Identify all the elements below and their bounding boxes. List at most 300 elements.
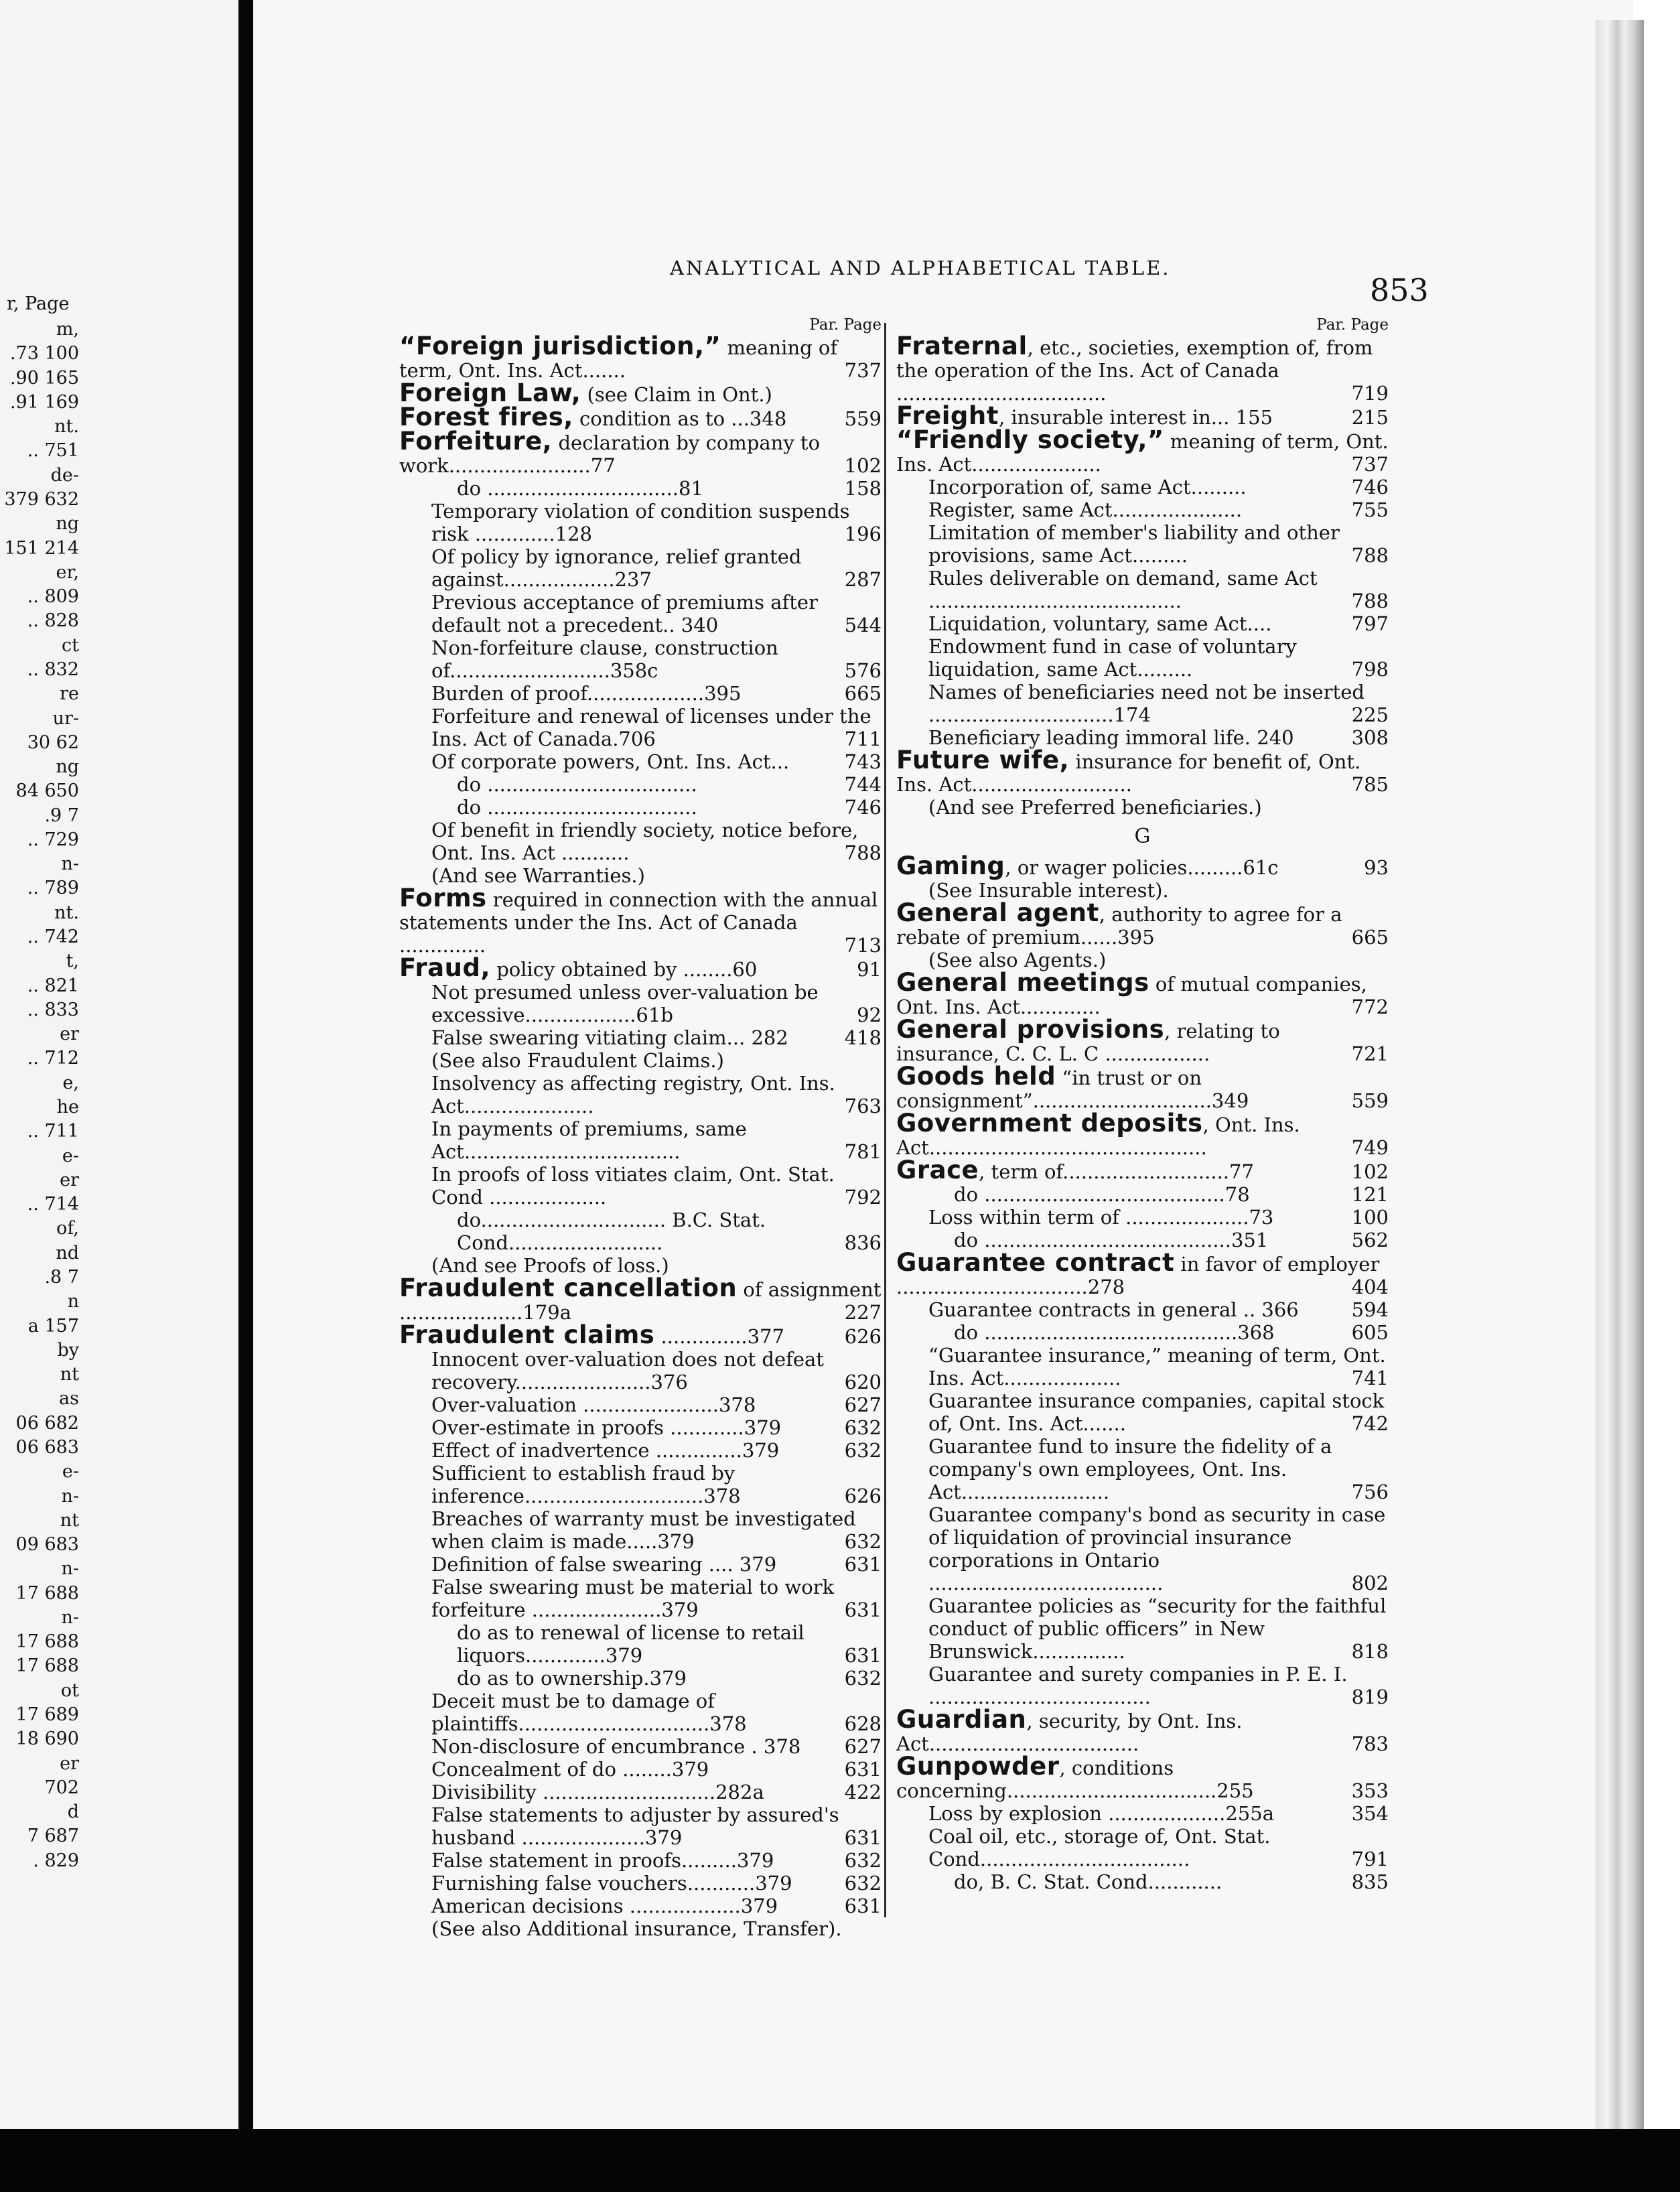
entry-page-ref: 225 — [1349, 703, 1389, 726]
previous-page-fragment: .91 169 — [9, 392, 79, 413]
index-entry — [896, 1109, 1389, 1159]
entry-text: , Ont. Ins. Act............................................. — [896, 1113, 1300, 1159]
index-entry — [399, 477, 882, 500]
entry-text: meaning of term, Ont. Ins. Act....... — [399, 336, 838, 382]
running-head: ANALYTICAL AND ALPHABETICAL TABLE. — [670, 257, 1171, 279]
index-entry — [896, 746, 1389, 796]
entry-page-ref: 783 — [1349, 1732, 1389, 1755]
entry-text: Divisibility ............................282a — [431, 1781, 764, 1803]
previous-page-fragment: m, — [56, 319, 79, 340]
entry-text: do .........................................368 — [954, 1321, 1275, 1344]
previous-page-fragment: 09 683 — [15, 1534, 79, 1555]
index-column-left — [399, 315, 882, 1940]
entry-text: Sufficient to establish fraud by inference.............................378 — [431, 1462, 741, 1507]
index-entry — [399, 1117, 882, 1163]
entry-page-ref: 802 — [1349, 1572, 1389, 1594]
entry-text: Guarantee contracts in general .. 366 — [928, 1298, 1299, 1321]
entry-text: do as to ownership.379 — [457, 1667, 687, 1690]
entry-headword: Forfeiture, — [399, 427, 553, 456]
index-entry — [896, 1503, 1389, 1594]
par-page-header: Par. Page — [809, 316, 882, 334]
entry-text: Coal oil, etc., storage of, Ont. Stat. Cond.................................. — [928, 1825, 1271, 1870]
index-entry — [399, 1895, 882, 1917]
index-entry — [896, 1389, 1389, 1435]
index-entry — [399, 1026, 882, 1049]
entry-page-ref: 559 — [842, 407, 882, 430]
entry-page-ref: 422 — [842, 1781, 882, 1803]
entry-text: Over-estimate in proofs ............379 — [431, 1416, 782, 1439]
index-entry — [896, 1594, 1389, 1663]
index-entries-left — [399, 332, 882, 1940]
index-entry — [399, 1209, 882, 1254]
entry-text: Over-valuation ......................378 — [431, 1393, 756, 1416]
entry-page-ref: 713 — [842, 934, 882, 957]
previous-page-fragment: nt. — [54, 902, 79, 923]
entry-page-ref: 632 — [842, 1667, 882, 1690]
index-entry — [896, 968, 1389, 1018]
index-entry — [399, 819, 882, 864]
index-entry — [896, 476, 1389, 498]
previous-page-fragment: of, — [56, 1218, 79, 1239]
index-entry — [896, 1062, 1389, 1112]
index-entry — [399, 1416, 882, 1439]
index-entry — [896, 1752, 1389, 1802]
index-entry — [896, 498, 1389, 521]
index-entry — [399, 1462, 882, 1507]
entry-text: Register, same Act..................... — [928, 498, 1243, 521]
previous-page-fragment: 17 689 — [15, 1704, 79, 1725]
entry-text: Guarantee company's bond as security in case of liquidation of provincial insurance corporations in Ontario ...................................... — [928, 1503, 1386, 1594]
index-entry — [399, 427, 882, 477]
entry-page-ref: 711 — [842, 728, 882, 750]
previous-page-fragment: 379 632 — [4, 489, 79, 510]
entry-headword: Guarantee contract — [896, 1248, 1175, 1277]
index-entry — [896, 681, 1389, 726]
previous-page-fragment: .. 789 — [27, 878, 79, 898]
entry-headword: Grace — [896, 1156, 979, 1184]
entry-page-ref: 632 — [842, 1530, 882, 1553]
entry-page-ref: 772 — [1349, 996, 1389, 1018]
entry-headword: Foreign Law, — [399, 379, 581, 407]
entry-text: ..............377 — [654, 1325, 784, 1348]
previous-page-fragment: ng — [56, 513, 79, 534]
previous-page-fragment: n- — [61, 1607, 79, 1628]
entry-page-ref: 631 — [842, 1553, 882, 1576]
entry-text: (See also Additional insurance, Transfer). — [431, 1917, 842, 1940]
entry-page-ref: 763 — [842, 1095, 882, 1117]
entry-text: Guarantee and surety companies in P. E. I. .................................... — [928, 1663, 1348, 1708]
entry-text: Loss by explosion ...................255a — [928, 1802, 1274, 1825]
previous-page-fragment: t, — [66, 951, 79, 971]
entry-text: , security, by Ont. Ins. Act.................................. — [896, 1710, 1243, 1755]
entry-text: (See Insurable interest). — [928, 879, 1169, 902]
index-entry — [399, 1758, 882, 1781]
entry-text: Beneficiary leading immoral life. 240 — [928, 726, 1294, 749]
entry-page-ref: 665 — [1349, 926, 1389, 949]
index-entry — [399, 545, 882, 591]
index-entry — [399, 705, 882, 750]
entry-page-ref: 354 — [1349, 1802, 1389, 1825]
section-letter: G — [1134, 825, 1151, 848]
entry-text: In payments of premiums, same Act................................... — [431, 1117, 747, 1163]
index-entry — [399, 1781, 882, 1803]
entry-page-ref: 791 — [1349, 1848, 1389, 1870]
index-entry — [399, 500, 882, 545]
index-entry — [399, 682, 882, 705]
entry-page-ref: 756 — [1349, 1481, 1389, 1503]
index-entry — [399, 1667, 882, 1690]
entry-page-ref: 665 — [842, 682, 882, 705]
entry-page-ref: 737 — [842, 359, 882, 382]
previous-page-fragment: 151 214 — [4, 538, 79, 559]
entry-page-ref: 91 — [854, 958, 882, 981]
index-entry — [896, 796, 1389, 819]
entry-text: policy obtained by ........60 — [490, 958, 758, 981]
entry-text: Non-forfeiture clause, construction of..........................358c — [431, 636, 778, 682]
entry-text: declaration by company to work.......................77 — [399, 431, 821, 477]
entry-text: do ........................................351 — [954, 1229, 1269, 1251]
entry-text: in favor of employer ...............................278 — [896, 1253, 1380, 1298]
previous-page-fragment: ot — [60, 1680, 79, 1701]
entry-text: Guarantee insurance companies, capital stock of, Ont. Ins. Act....... — [928, 1389, 1385, 1435]
entry-text: Effect of inadvertence ..............379 — [431, 1439, 780, 1462]
entry-page-ref: 788 — [1349, 590, 1389, 612]
index-entry — [399, 591, 882, 636]
entry-text: Not presumed unless over-valuation be excessive..................61b — [431, 981, 819, 1026]
previous-page-header: r, Page — [7, 293, 70, 314]
entry-headword: “Foreign jurisdiction,” — [399, 332, 721, 360]
entry-headword: Forest fires, — [399, 403, 573, 431]
scan-bottom-border — [0, 2129, 1680, 2192]
book-gutter — [238, 0, 253, 2192]
entry-page-ref: 544 — [842, 614, 882, 636]
previous-page-fragment: re — [60, 683, 79, 704]
entry-text: Of policy by ignorance, relief granted against..................237 — [431, 545, 802, 591]
entry-page-ref: 158 — [842, 477, 882, 500]
entry-page-ref: 627 — [842, 1735, 882, 1758]
entry-text: , conditions concerning..................................255 — [896, 1757, 1254, 1802]
entry-text: , or wager policies.........61c — [1005, 856, 1279, 879]
entry-page-ref: 743 — [842, 750, 882, 773]
column-rule — [884, 323, 886, 1917]
index-entry — [399, 981, 882, 1026]
entry-headword: Forms — [399, 884, 487, 912]
entry-page-ref: 798 — [1349, 658, 1389, 681]
index-entry — [896, 1825, 1389, 1870]
index-entry — [399, 332, 882, 382]
entry-page-ref: 562 — [1349, 1229, 1389, 1251]
previous-page-fragment: .. 711 — [27, 1121, 79, 1142]
entry-page-ref: 632 — [842, 1849, 882, 1872]
entry-text: do ...............................81 — [457, 477, 703, 500]
entry-page-ref: 631 — [842, 1758, 882, 1781]
index-entry — [896, 612, 1389, 635]
entry-page-ref: 92 — [854, 1004, 882, 1026]
previous-page-fragment: 17 688 — [15, 1583, 79, 1604]
index-entry — [896, 425, 1389, 476]
entry-page-ref: 632 — [842, 1872, 882, 1895]
entry-text: Deceit must be to damage of plaintiffs...............................378 — [431, 1690, 747, 1735]
previous-page-fragment: er — [60, 1170, 79, 1190]
entry-text: Loss within term of ....................73 — [928, 1206, 1274, 1229]
entry-page-ref: 742 — [1349, 1412, 1389, 1435]
entry-text: Guarantee fund to insure the fidelity of a company's own employees, Ont. Ins. Act........................ — [928, 1435, 1332, 1503]
entry-text: Furnishing false vouchers...........379 — [431, 1872, 792, 1895]
entry-page-ref: 626 — [842, 1325, 882, 1348]
entry-headword: “Friendly society,” — [896, 425, 1164, 454]
entry-text: False statements to adjuster by assured's husband ....................379 — [431, 1803, 839, 1849]
previous-page-fragment: .9 7 — [44, 805, 79, 826]
previous-page-fragment: .. 833 — [27, 1000, 79, 1020]
entry-text: do.............................. B.C. Stat. Cond......................... — [457, 1209, 766, 1254]
previous-page-fragment: .90 165 — [9, 368, 79, 389]
previous-page-fragment: er — [60, 1753, 79, 1774]
previous-page-fragment: e, — [62, 1073, 79, 1093]
entry-text: “Guarantee insurance,” meaning of term, Ont. Ins. Act................... — [928, 1344, 1386, 1389]
entry-headword: Guardian — [896, 1705, 1027, 1734]
entry-text: Insolvency as affecting registry, Ont. Ins. Act..................... — [431, 1072, 835, 1117]
previous-page-fragment: nt. — [54, 416, 79, 437]
entry-text: Non-disclosure of encumbrance . 378 — [431, 1735, 801, 1758]
entry-text: Incorporation of, same Act......... — [928, 476, 1247, 498]
entry-text: of mutual companies, Ont. Ins. Act............. — [896, 973, 1367, 1018]
entry-page-ref: 93 — [1361, 856, 1389, 879]
index-entry — [896, 1321, 1389, 1344]
previous-page-fragment: n- — [61, 1558, 79, 1579]
index-entry — [399, 953, 882, 982]
entry-text: (And see Preferred beneficiaries.) — [928, 796, 1262, 819]
previous-page-fragment: er — [60, 1024, 79, 1044]
previous-page-fragment: .. 714 — [27, 1194, 79, 1215]
entry-text: , term of...........................77 — [979, 1160, 1254, 1183]
entry-headword: General meetings — [896, 968, 1149, 997]
entry-headword: Freight — [896, 401, 999, 430]
index-entry — [896, 332, 1389, 405]
entry-page-ref: 215 — [1349, 406, 1389, 429]
entry-page-ref: 755 — [1349, 498, 1389, 521]
entry-text: required in connection with the annual statements under the Ins. Act of Canada .............. — [399, 888, 878, 957]
index-entries-right — [896, 332, 1389, 1893]
entry-page-ref: 418 — [842, 1026, 882, 1049]
previous-page-fragment: nt — [60, 1364, 79, 1385]
index-entry — [896, 1435, 1389, 1503]
entry-text: do, B. C. Stat. Cond............ — [954, 1870, 1222, 1893]
previous-page-fragment: ct — [62, 635, 79, 656]
entry-page-ref: 627 — [842, 1393, 882, 1416]
previous-page-fragment: nd — [56, 1243, 79, 1263]
previous-page-fragment: .. 832 — [27, 659, 79, 680]
previous-page-fragment: 30 62 — [27, 732, 79, 753]
entry-text: , insurable interest in... 155 — [998, 406, 1273, 429]
previous-page-fragment: d — [67, 1801, 79, 1822]
entry-headword: Future wife, — [896, 746, 1070, 774]
entry-page-ref: 102 — [842, 454, 882, 477]
entry-page-ref: 737 — [1349, 453, 1389, 476]
entry-page-ref: 631 — [842, 1895, 882, 1917]
entry-page-ref: 746 — [842, 796, 882, 819]
entry-text: Previous acceptance of premiums after default not a precedent.. 340 — [431, 591, 818, 636]
previous-page-fragment: as — [59, 1388, 79, 1409]
entry-headword: Fraud, — [399, 953, 491, 982]
entry-text: Rules deliverable on demand, same Act ......................................... — [928, 567, 1318, 612]
index-entry — [896, 521, 1389, 567]
entry-text: (And see Warranties.) — [431, 864, 645, 887]
entry-text: insurance for benefit of, Ont. Ins. Act.......................... — [896, 750, 1361, 796]
entry-page-ref: 227 — [842, 1301, 882, 1324]
entry-text: Names of beneficiaries need not be inserted ..............................174 — [928, 681, 1364, 726]
par-page-header: Par. Page — [1316, 316, 1389, 334]
entry-page-ref: 746 — [1349, 476, 1389, 498]
entry-text: of assignment ....................179a — [399, 1278, 882, 1324]
index-entry — [399, 1690, 882, 1735]
entry-headword: General provisions — [896, 1015, 1165, 1044]
previous-page-fragment: .. 742 — [27, 927, 79, 947]
previous-page-fragment: n- — [61, 853, 79, 874]
entry-page-ref: 781 — [842, 1140, 882, 1163]
entry-page-ref: 631 — [842, 1826, 882, 1849]
entry-text: Breaches of warranty must be investigated when claim is made.....379 — [431, 1507, 856, 1553]
index-entry — [896, 1156, 1389, 1184]
index-entry — [399, 884, 882, 957]
entry-text: False statement in proofs.........379 — [431, 1849, 774, 1872]
entry-page-ref: 308 — [1349, 726, 1389, 749]
entry-page-ref: 719 — [1349, 382, 1389, 405]
entry-page-ref: 102 — [1349, 1160, 1389, 1183]
previous-page-fragment: .. 809 — [27, 586, 79, 607]
index-entry — [896, 1802, 1389, 1825]
index-entry — [896, 635, 1389, 681]
index-entry — [896, 1183, 1389, 1206]
index-column-right — [896, 315, 1389, 1893]
entry-page-ref: 818 — [1349, 1640, 1389, 1663]
index-entry — [399, 1803, 882, 1849]
index-entry — [896, 1298, 1389, 1321]
entry-text: condition as to ...348 — [573, 407, 787, 430]
entry-page-ref: 788 — [1349, 544, 1389, 567]
entry-text: Of corporate powers, Ont. Ins. Act... — [431, 750, 790, 773]
entry-headword: Fraternal — [896, 332, 1028, 360]
entry-text: do .................................. — [457, 796, 697, 819]
index-entry — [896, 1015, 1389, 1065]
entry-headword: Fraudulent claims — [399, 1320, 655, 1349]
previous-page-fragment: .. 821 — [27, 975, 79, 996]
entry-text: meaning of term, Ont. Ins. Act..................... — [896, 430, 1389, 476]
entry-page-ref: 819 — [1349, 1686, 1389, 1708]
entry-text: do .......................................78 — [954, 1183, 1250, 1206]
entry-text: Innocent over-valuation does not defeat recovery......................376 — [431, 1348, 824, 1393]
previous-page-fragment: 17 688 — [15, 1631, 79, 1652]
index-entry — [896, 851, 1389, 880]
previous-page-fragment: .. 729 — [27, 829, 79, 850]
entry-page-ref: 741 — [1349, 1367, 1389, 1389]
index-entry — [896, 1344, 1389, 1389]
entry-page-ref: 576 — [842, 659, 882, 682]
index-entry — [896, 1705, 1389, 1755]
previous-page-fragment: n- — [61, 1486, 79, 1507]
previous-page-fragment: . 829 — [33, 1850, 79, 1871]
index-entry — [399, 1320, 882, 1349]
index-entry — [399, 1274, 882, 1324]
previous-page-fragment: 702 — [44, 1777, 79, 1798]
previous-page-fragment: .8 7 — [44, 1267, 79, 1288]
entry-text: Of benefit in friendly society, notice before, Ont. Ins. Act ........... — [431, 819, 859, 864]
index-entry — [399, 1049, 882, 1072]
entry-page-ref: 792 — [842, 1186, 882, 1209]
entry-headword: Goods held — [896, 1062, 1056, 1091]
entry-text: (See also Fraudulent Claims.) — [431, 1049, 724, 1072]
previous-page-fragment: n — [67, 1291, 79, 1312]
index-entry — [399, 1735, 882, 1758]
entry-page-ref: 836 — [842, 1231, 882, 1254]
index-entry — [399, 1393, 882, 1416]
previous-page-fragment: .. 828 — [27, 610, 79, 631]
previous-page-fragment: de- — [50, 465, 79, 486]
index-entry — [896, 1206, 1389, 1229]
index-entry — [896, 1663, 1389, 1708]
index-entry — [399, 1553, 882, 1576]
entry-page-ref: 100 — [1349, 1206, 1389, 1229]
previous-page-fragment: .. 712 — [27, 1048, 79, 1069]
entry-page-ref: 196 — [842, 523, 882, 545]
entry-headword: Government deposits — [896, 1109, 1203, 1138]
index-entry — [399, 1439, 882, 1462]
previous-page-fragment: 06 683 — [15, 1437, 79, 1458]
index-entry — [399, 1917, 882, 1940]
entry-headword: General agent — [896, 898, 1099, 927]
index-entry — [896, 567, 1389, 612]
previous-page-fragment: he — [56, 1097, 79, 1117]
index-entry — [399, 773, 882, 796]
entry-page-ref: 626 — [842, 1485, 882, 1507]
entry-text: Forfeiture and renewal of licenses under the Ins. Act of Canada.706 — [431, 705, 871, 750]
entry-text: American decisions ..................379 — [431, 1895, 778, 1917]
index-entry — [399, 1576, 882, 1621]
entry-text: False swearing must be material to work forfeiture .....................379 — [431, 1576, 835, 1621]
entry-headword: Gunpowder — [896, 1752, 1060, 1781]
index-entry — [399, 636, 882, 682]
entry-page-ref: 287 — [842, 568, 882, 591]
page-number: 853 — [1370, 272, 1429, 308]
previous-page-fragment: 84 650 — [15, 780, 79, 801]
entry-page-ref: 631 — [842, 1598, 882, 1621]
index-entry — [399, 1163, 882, 1209]
index-entry — [399, 1348, 882, 1393]
entry-page-ref: 632 — [842, 1416, 882, 1439]
entry-text: , authority to agree for a rebate of premium......395 — [896, 903, 1342, 949]
entry-page-ref: 785 — [1349, 773, 1389, 796]
previous-page-fragment: 17 688 — [15, 1655, 79, 1676]
page-stack-edge — [1596, 20, 1644, 2129]
entry-headword: Fraudulent cancellation — [399, 1274, 738, 1302]
entry-text: “in trust or on consignment”.............................349 — [896, 1067, 1249, 1112]
entry-text: Limitation of member's liability and other provisions, same Act......... — [928, 521, 1340, 567]
previous-page-fragment: e- — [62, 1146, 79, 1166]
index-entry — [399, 750, 882, 773]
index-entry — [399, 1872, 882, 1895]
entry-page-ref: 594 — [1349, 1298, 1389, 1321]
index-entry — [399, 796, 882, 819]
entry-text: (And see Proofs of loss.) — [431, 1254, 669, 1277]
previous-page-fragment: .. 751 — [27, 440, 79, 461]
entry-text: do as to renewal of license to retail liquors.............379 — [457, 1621, 804, 1667]
index-entry — [399, 1849, 882, 1872]
entry-text: Guarantee policies as “security for the faithful conduct of public officers” in New Brunswick............... — [928, 1594, 1387, 1663]
entry-page-ref: 620 — [842, 1371, 882, 1393]
entry-page-ref: 559 — [1349, 1089, 1389, 1112]
entry-page-ref: 353 — [1349, 1779, 1389, 1802]
entry-page-ref: 628 — [842, 1712, 882, 1735]
previous-page-fragment: ng — [56, 756, 79, 777]
